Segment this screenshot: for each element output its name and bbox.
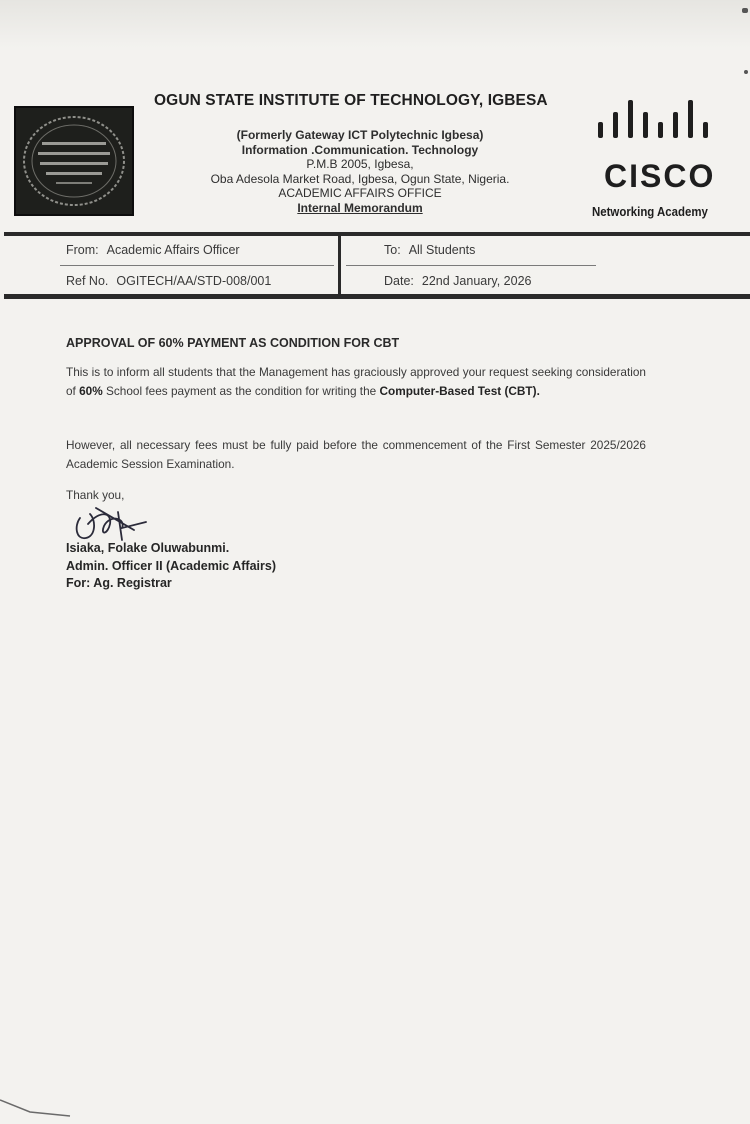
- paper-top-edge: [0, 0, 750, 48]
- street-address: Oba Adesola Market Road, Igbesa, Ogun State, Nigeria.: [210, 171, 510, 186]
- signatory-title: Admin. Officer II (Academic Affairs): [66, 558, 276, 573]
- letterhead-details: [150, 128, 570, 215]
- memo-subject: APPROVAL OF 60% PAYMENT AS CONDITION FOR CBT: [66, 336, 400, 350]
- signatory-block: [66, 540, 276, 593]
- from-value: Academic Affairs Officer: [106, 243, 240, 257]
- cisco-logo-text: CISCO: [604, 158, 716, 194]
- signatory-for: For: Ag. Registrar: [66, 576, 172, 590]
- para1-percent: 60%: [79, 383, 103, 398]
- vertical-divider: [338, 236, 341, 296]
- cisco-bars-icon: [596, 98, 716, 149]
- from-field: [66, 243, 240, 257]
- institution-seal-logo: [14, 106, 134, 216]
- para1-text-a: This is to inform all students that the Management has graciously approved your request seeking consideration of: [66, 365, 646, 398]
- to-underline: [346, 265, 596, 266]
- postal-box: P.M.B 2005, Igbesa,: [306, 157, 414, 171]
- date-value: 22nd January, 2026: [421, 274, 532, 288]
- scan-speck: [742, 8, 748, 13]
- bottom-divider-rule: [4, 294, 750, 299]
- closing-line: Thank you,: [66, 488, 125, 502]
- date-label: Date:: [384, 274, 414, 288]
- ref-field: [66, 274, 271, 288]
- from-underline: [60, 265, 334, 266]
- para1-cbt: Computer-Based Test (CBT).: [379, 383, 540, 398]
- to-field: [384, 243, 475, 257]
- top-divider-rule: [4, 232, 750, 236]
- ref-label: Ref No.: [66, 274, 109, 288]
- memo-type: Internal Memorandum: [297, 200, 423, 215]
- institution-name: OGUN STATE INSTITUTE OF TECHNOLOGY, IGBESA: [154, 92, 548, 109]
- paragraph-approval: [66, 363, 646, 400]
- signatory-name: Isiaka, Folake Oluwabunmi.: [66, 541, 230, 555]
- department-name: Information .Communication. Technology: [241, 142, 479, 157]
- ref-value: OGITECH/AA/STD-008/001: [116, 274, 272, 288]
- from-label: From:: [66, 243, 99, 257]
- to-value: All Students: [408, 243, 476, 257]
- office-name: ACADEMIC AFFAIRS OFFICE: [278, 186, 442, 200]
- networking-academy-label: Networking Academy: [592, 204, 708, 219]
- scan-speck: [744, 70, 748, 74]
- to-label: To:: [384, 243, 401, 257]
- para1-text-b: School fees payment as the condition for writing the: [102, 383, 380, 398]
- former-name: (Formerly Gateway ICT Polytechnic Igbesa): [236, 128, 484, 142]
- date-field: [384, 274, 531, 288]
- paragraph-fees-notice: However, all necessary fees must be fully paid before the commencement of the First Semester 2025/2026 Academic Session Examination.: [66, 438, 646, 471]
